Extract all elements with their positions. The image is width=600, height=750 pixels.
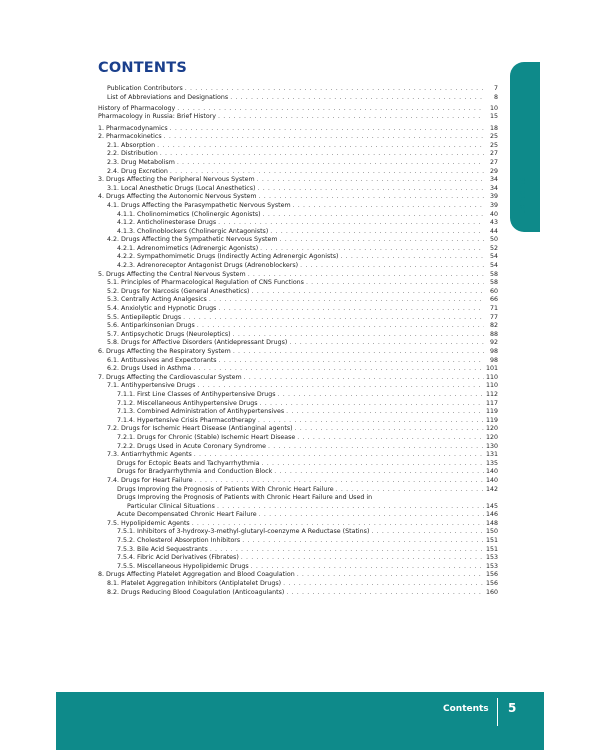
- footer-divider: [497, 698, 498, 726]
- toc-entry-title: 7.5. Hypolipidemic Agents: [107, 519, 190, 527]
- toc-entry-page: 58: [489, 270, 498, 278]
- toc-dot-leader: [251, 563, 484, 572]
- toc-entry-title: 8.1. Platelet Aggregation Inhibitors (Antiplatelet Drugs): [107, 580, 282, 588]
- toc-dot-leader: [289, 339, 484, 348]
- toc-entry-title: 7.5.1. Inhibitors of 3-hydroxy-3-methyl-glutaryl-coenzyme A Reductase (Statins): [117, 528, 370, 536]
- toc-dot-leader: [297, 571, 484, 580]
- toc-entry-page: 39: [489, 193, 498, 201]
- toc-entry[interactable]: [98, 563, 498, 572]
- toc-entry-title: 2.2. Distribution: [107, 150, 158, 158]
- toc-dot-leader: [230, 94, 484, 103]
- toc-entry-page: 150: [485, 528, 498, 536]
- toc-entry[interactable]: [98, 425, 498, 434]
- toc-dot-leader: [217, 503, 484, 512]
- toc-entry[interactable]: [98, 451, 498, 460]
- toc-dot-leader: [257, 176, 484, 185]
- toc-entry-title: 5.3. Centrally Acting Analgesics: [107, 296, 207, 304]
- toc-dot-leader: [193, 365, 484, 374]
- toc-dot-leader: [160, 150, 484, 159]
- toc-entry-title: 4.1.1. Cholinomimetics (Cholinergic Agonists): [117, 210, 261, 218]
- toc-entry[interactable]: [98, 400, 498, 409]
- toc-entry-title: 7.5.5. Miscellaneous Hypolipidemic Drugs: [117, 562, 249, 570]
- toc-entry-page: 153: [485, 554, 498, 562]
- toc-entry-page: 130: [485, 442, 498, 450]
- toc-entry[interactable]: [98, 305, 498, 314]
- toc-dot-leader: [218, 305, 484, 314]
- toc-dot-leader: [197, 382, 484, 391]
- toc-entry-page: 119: [485, 408, 498, 416]
- page-title: CONTENTS: [98, 60, 187, 76]
- toc-entry[interactable]: [98, 331, 498, 340]
- toc-entry-page: 156: [485, 571, 498, 579]
- toc-dot-leader: [340, 253, 484, 262]
- toc-dot-leader: [263, 211, 484, 220]
- toc-entry-page: 110: [485, 382, 498, 390]
- toc-entry[interactable]: [98, 408, 498, 417]
- toc-entry[interactable]: [98, 176, 498, 185]
- toc-entry-page: 148: [485, 519, 498, 527]
- toc-entry-page: 145: [485, 502, 498, 510]
- toc-entry-page: 34: [489, 176, 498, 184]
- toc-dot-leader: [306, 279, 484, 288]
- toc-entry-title: 4.1. Drugs Affecting the Parasympathetic Nervous System: [107, 201, 291, 209]
- toc-dot-leader: [185, 85, 484, 94]
- toc-entry[interactable]: [98, 262, 498, 271]
- toc-entry-page: 77: [489, 313, 498, 321]
- toc-entry-page: 25: [489, 133, 498, 141]
- toc-entry[interactable]: [98, 391, 498, 400]
- toc-dot-leader: [177, 105, 484, 114]
- toc-entry[interactable]: [98, 105, 498, 114]
- toc-dot-leader: [195, 477, 484, 486]
- toc-dot-leader: [300, 262, 484, 271]
- toc-entry-page: 160: [485, 588, 498, 596]
- toc-dot-leader: [233, 331, 484, 340]
- toc-entry-title: 4.1.3. Cholinoblockers (Cholinergic Antagonists): [117, 227, 269, 235]
- toc-entry-title: Drugs for Bradyarrhythmia and Conduction Block: [117, 468, 273, 476]
- toc-entry-title: 5.7. Antipsychotic Drugs (Neuroleptics): [107, 330, 231, 338]
- toc-entry-title: 7.2.1. Drugs for Chronic (Stable) Ischemic Heart Disease: [117, 433, 296, 441]
- toc-dot-leader: [259, 193, 484, 202]
- toc-entry-page: 10: [489, 104, 498, 112]
- toc-entry[interactable]: [98, 94, 498, 103]
- toc-dot-leader: [219, 357, 484, 366]
- toc-dot-leader: [197, 322, 484, 331]
- toc-entry[interactable]: [98, 322, 498, 331]
- toc-entry-title: 3.1. Local Anesthetic Drugs (Local Anesthetics): [107, 184, 256, 192]
- toc-dot-leader: [336, 486, 484, 495]
- toc-dot-leader: [262, 460, 484, 469]
- toc-entry[interactable]: [98, 511, 498, 520]
- toc-entry-title: Publication Contributors: [107, 85, 183, 92]
- toc-entry[interactable]: [98, 211, 498, 220]
- toc-entry-title: Pharmacology in Russia: Brief History: [98, 113, 217, 121]
- toc-entry-page: 135: [485, 459, 498, 467]
- toc-dot-leader: [248, 271, 484, 280]
- toc-entry[interactable]: [98, 219, 498, 228]
- toc-entry-page: 146: [485, 511, 498, 519]
- toc-dot-leader: [268, 443, 484, 452]
- toc-entry-page: 82: [489, 322, 498, 330]
- toc-entry[interactable]: [98, 228, 498, 237]
- toc-dot-leader: [280, 236, 485, 245]
- toc-dot-leader: [259, 511, 484, 520]
- toc-entry-page: 8: [493, 93, 498, 101]
- toc-entry-page: 50: [489, 236, 498, 244]
- toc-dot-leader: [286, 589, 484, 598]
- toc-entry[interactable]: [98, 460, 498, 469]
- toc-entry[interactable]: [98, 494, 498, 503]
- toc-entry[interactable]: [98, 554, 498, 563]
- toc-entry[interactable]: [98, 486, 498, 495]
- toc-entry[interactable]: [98, 142, 498, 151]
- toc-dot-leader: [270, 228, 484, 237]
- toc-entry-page: 98: [489, 348, 498, 355]
- toc-entry-title: 7.3. Antiarrhythmic Agents: [107, 451, 192, 459]
- toc-entry-title: History of Pharmacology: [98, 104, 176, 112]
- toc-entry-page: 117: [485, 399, 498, 407]
- toc-entry-title: 1. Pharmacodynamics: [98, 124, 168, 132]
- toc-entry-title: 7.1. Antihypertensive Drugs: [107, 382, 196, 390]
- toc-entry-title: 2.3. Drug Metabolism: [107, 158, 175, 166]
- toc-entry-page: 66: [489, 296, 498, 304]
- table-of-contents: [98, 85, 498, 597]
- toc-entry-title: Drugs for Ectopic Beats and Tachyarrhythmia: [117, 459, 260, 467]
- toc-entry[interactable]: [98, 365, 498, 374]
- toc-entry[interactable]: [98, 236, 498, 245]
- toc-entry-page: 142: [485, 485, 498, 493]
- toc-entry[interactable]: [98, 296, 498, 305]
- toc-dot-leader: [260, 400, 484, 409]
- toc-entry-title: 7.5.4. Fibric Acid Derivatives (Fibrates): [117, 554, 239, 562]
- toc-entry[interactable]: [98, 314, 498, 323]
- toc-entry-title: 6.2. Drugs Used in Asthma: [107, 365, 192, 373]
- toc-entry-page: 151: [485, 545, 498, 553]
- toc-entry-page: 52: [489, 244, 498, 252]
- toc-entry[interactable]: [98, 85, 498, 94]
- toc-entry-title: 7.1.1. First Line Classes of Antihypertensive Drugs: [117, 390, 276, 398]
- toc-entry-title: Particular Clinical Situations: [127, 502, 215, 510]
- toc-dot-leader: [218, 113, 484, 122]
- toc-entry-title: 7.2.2. Drugs Used in Acute Coronary Syndrome: [117, 442, 266, 450]
- toc-entry[interactable]: [98, 589, 498, 598]
- toc-entry-title: 4.2.2. Sympathomimetic Drugs (Indirectly Acting Adrenergic Agonists): [117, 253, 339, 261]
- toc-entry-title: 7.5.2. Cholesterol Absorption Inhibitors: [117, 537, 241, 545]
- toc-entry-title: 5. Drugs Affecting the Central Nervous System: [98, 270, 246, 278]
- toc-entry-title: 7.4. Drugs for Heart Failure: [107, 476, 193, 484]
- toc-entry[interactable]: [98, 193, 498, 202]
- toc-entry-page: 98: [489, 356, 498, 364]
- toc-entry-page: 54: [489, 262, 498, 270]
- toc-entry-title: 4.2.3. Adrenoreceptor Antagonist Drugs (Adrenoblockers): [117, 262, 299, 270]
- toc-dot-leader: [244, 374, 484, 383]
- toc-entry-page: 110: [485, 373, 498, 381]
- toc-entry[interactable]: [98, 133, 498, 142]
- toc-entry-page: 60: [489, 287, 498, 295]
- toc-entry-page: 92: [489, 339, 498, 347]
- toc-entry-page: 18: [489, 124, 498, 132]
- toc-entry[interactable]: [98, 113, 498, 122]
- toc-entry[interactable]: [98, 253, 498, 262]
- toc-dot-leader: [283, 580, 484, 589]
- toc-entry-page: 25: [489, 141, 498, 149]
- toc-entry-title: 5.8. Drugs for Affective Disorders (Antidepressant Drugs): [107, 339, 288, 347]
- toc-entry[interactable]: [98, 348, 498, 357]
- toc-entry[interactable]: [98, 443, 498, 452]
- toc-entry-title: 5.5. Antiepileptic Drugs: [107, 313, 182, 321]
- toc-entry-page: 43: [489, 219, 498, 227]
- toc-entry-page: 15: [489, 113, 498, 121]
- toc-entry[interactable]: [98, 150, 498, 159]
- toc-dot-leader: [286, 408, 484, 417]
- toc-entry-page: 140: [485, 468, 498, 476]
- toc-entry-title: 2. Pharmacokinetics: [98, 133, 162, 141]
- footer-bar: [56, 692, 544, 750]
- toc-dot-leader: [164, 133, 484, 142]
- toc-entry[interactable]: [98, 202, 498, 211]
- toc-dot-leader: [258, 185, 485, 194]
- toc-entry-page: 7: [493, 85, 498, 92]
- toc-entry[interactable]: [98, 417, 498, 426]
- toc-entry-page: 54: [489, 253, 498, 261]
- toc-dot-leader: [157, 142, 484, 151]
- toc-entry-page: 29: [489, 167, 498, 175]
- toc-entry[interactable]: [98, 339, 498, 348]
- toc-entry-title: 7.1.3. Combined Administration of Antihypertensives: [117, 408, 285, 416]
- toc-dot-leader: [194, 451, 484, 460]
- toc-entry[interactable]: [98, 537, 498, 546]
- toc-dot-leader: [210, 546, 484, 555]
- toc-entry-title: 6.1. Antitussives and Expectorants: [107, 356, 217, 364]
- toc-entry-page: 119: [485, 416, 498, 424]
- toc-dot-leader: [209, 296, 484, 305]
- toc-entry-page: 27: [489, 158, 498, 166]
- toc-entry-title: Drugs Improving the Prognosis of Patients With Chronic Heart Failure: [117, 485, 334, 493]
- toc-dot-leader: [218, 219, 484, 228]
- toc-entry-page: 101: [485, 365, 498, 373]
- toc-dot-leader: [293, 202, 484, 211]
- toc-entry-page: 153: [485, 562, 498, 570]
- toc-dot-leader: [297, 434, 484, 443]
- toc-entry-page: 39: [489, 201, 498, 209]
- toc-entry[interactable]: [98, 185, 498, 194]
- toc-dot-leader: [278, 391, 484, 400]
- toc-dot-leader: [183, 314, 484, 323]
- toc-entry-page: 27: [489, 150, 498, 158]
- footer-section-label: Contents: [443, 704, 489, 714]
- toc-dot-leader: [274, 468, 484, 477]
- toc-entry-title: 8.2. Drugs Reducing Blood Coagulation (Anticoagulants): [107, 588, 285, 596]
- toc-dot-leader: [170, 168, 484, 177]
- toc-entry-title: 4.1.2. Anticholinesterase Drugs: [117, 219, 217, 227]
- toc-entry[interactable]: [98, 468, 498, 477]
- toc-entry[interactable]: [98, 571, 498, 580]
- toc-dot-leader: [260, 245, 484, 254]
- toc-entry[interactable]: [98, 520, 498, 529]
- toc-entry-page: 131: [485, 451, 498, 459]
- toc-entry[interactable]: [98, 546, 498, 555]
- toc-entry-page: 88: [489, 330, 498, 338]
- side-tab-label: Contents: [518, 176, 528, 216]
- toc-entry-page: 44: [489, 227, 498, 235]
- toc-entry-page: 34: [489, 184, 498, 192]
- toc-dot-leader: [177, 159, 484, 168]
- toc-entry-title: 2.4. Drug Excretion: [107, 167, 168, 175]
- toc-entry[interactable]: [98, 159, 498, 168]
- toc-entry[interactable]: [98, 288, 498, 297]
- toc-entry-title: 7.1.2. Miscellaneous Antihypertensive Drugs: [117, 399, 258, 407]
- toc-dot-leader: [295, 425, 484, 434]
- toc-entry-title: 5.2. Drugs for Narcosis (General Anesthetics): [107, 287, 250, 295]
- toc-entry-page: 120: [485, 425, 498, 433]
- toc-entry-title: 6. Drugs Affecting the Respiratory System: [98, 348, 231, 355]
- toc-entry[interactable]: [98, 168, 498, 177]
- toc-entry-page: 156: [485, 580, 498, 588]
- page-number: 5: [508, 701, 517, 715]
- toc-entry[interactable]: [98, 434, 498, 443]
- toc-entry[interactable]: [98, 357, 498, 366]
- toc-dot-leader: [252, 288, 484, 297]
- toc-entry-title: Drugs Improving the Prognosis of Patients with Chronic Heart Failure and Used in: [117, 494, 373, 502]
- toc-dot-leader: [170, 125, 484, 134]
- toc-entry[interactable]: [98, 279, 498, 288]
- toc-dot-leader: [242, 537, 484, 546]
- toc-entry[interactable]: [98, 125, 498, 134]
- toc-entry-page: 120: [485, 433, 498, 441]
- toc-entry-title: 3. Drugs Affecting the Peripheral Nervous System: [98, 176, 255, 184]
- toc-entry-title: 7.2. Drugs for Ischemic Heart Disease (Antianginal agents): [107, 425, 293, 433]
- toc-entry-page: 58: [489, 279, 498, 287]
- toc-entry-title: 5.1. Principles of Pharmacological Regulation of CNS Functions: [107, 279, 304, 287]
- toc-entry-title: 4.2. Drugs Affecting the Sympathetic Nervous System: [107, 236, 278, 244]
- toc-entry-title: Acute Decompensated Chronic Heart Failure: [117, 511, 257, 519]
- toc-entry-title: 5.6. Antiparkinsonian Drugs: [107, 322, 195, 330]
- toc-entry-page: 40: [489, 210, 498, 218]
- toc-dot-leader: [371, 528, 484, 537]
- toc-entry[interactable]: [98, 374, 498, 383]
- toc-entry-page: 140: [485, 476, 498, 484]
- toc-entry-title: 4. Drugs Affecting the Autonomic Nervous System: [98, 193, 257, 201]
- toc-entry-title: 7. Drugs Affecting the Cardiovascular System: [98, 373, 242, 381]
- toc-entry-page: 151: [485, 537, 498, 545]
- toc-entry-title: 5.4. Anxiolytic and Hypnotic Drugs: [107, 305, 217, 313]
- toc-entry-page: 112: [485, 390, 498, 398]
- toc-dot-leader: [233, 348, 484, 357]
- toc-entry[interactable]: [98, 528, 498, 537]
- toc-entry[interactable]: [98, 503, 498, 512]
- toc-entry[interactable]: [98, 271, 498, 280]
- toc-entry[interactable]: [98, 382, 498, 391]
- toc-entry-title: 7.5.3. Bile Acid Sequestrants: [117, 545, 208, 553]
- toc-entry-title: 2.1. Absorption: [107, 141, 156, 149]
- toc-dot-leader: [241, 554, 484, 563]
- toc-dot-leader: [258, 417, 484, 426]
- toc-entry[interactable]: [98, 245, 498, 254]
- toc-entry-page: 71: [489, 305, 498, 313]
- toc-entry-title: 4.2.1. Adrenomimetics (Adrenergic Agonists): [117, 244, 259, 252]
- toc-entry[interactable]: [98, 477, 498, 486]
- toc-entry-title: 7.1.4. Hypertensive Crisis Pharmacotherapy: [117, 416, 256, 424]
- toc-entry[interactable]: [98, 580, 498, 589]
- toc-entry-title: List of Abbreviations and Designations: [107, 93, 229, 101]
- toc-entry-title: 8. Drugs Affecting Platelet Aggregation and Blood Coagulation: [98, 571, 295, 579]
- toc-dot-leader: [192, 520, 484, 529]
